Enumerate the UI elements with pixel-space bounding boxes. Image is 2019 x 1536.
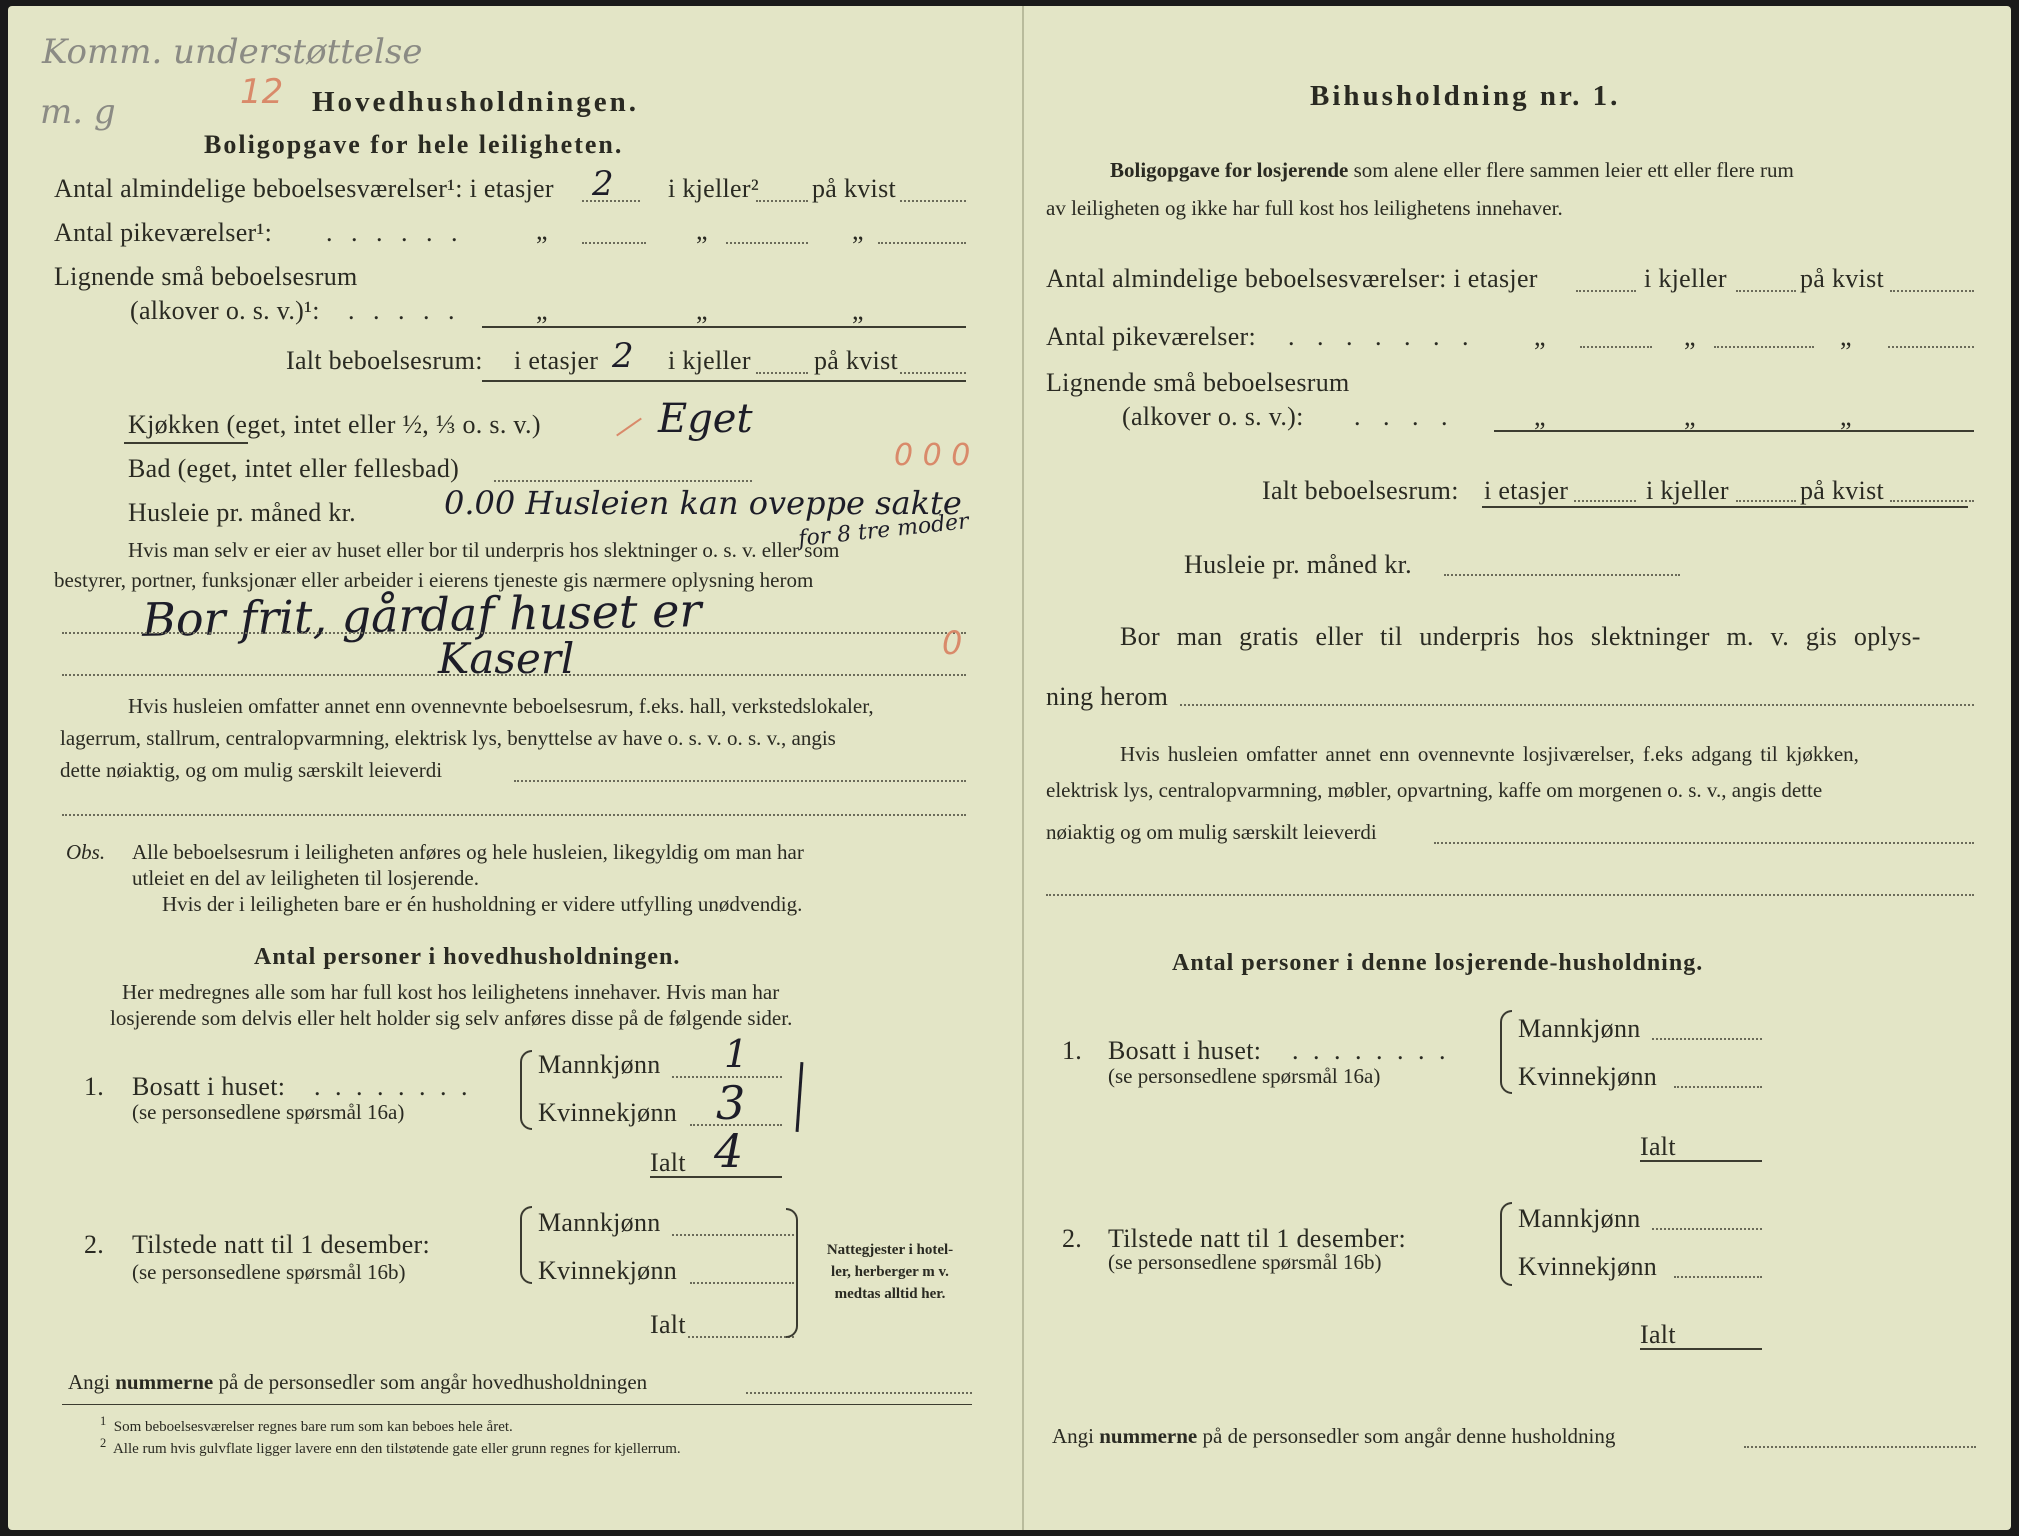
field-line <box>726 242 808 244</box>
ditto-mark: „ <box>1684 402 1696 431</box>
section-title-personer: Antal personer i hovedhusholdningen. <box>254 944 681 970</box>
field-line <box>1736 290 1796 292</box>
angi-line <box>68 1370 647 1395</box>
q1-number: 1. <box>84 1072 105 1101</box>
text-personer-2: losjerende som delvis eller helt holder sig selv anføres disse på de følgende sider. <box>110 1006 793 1030</box>
q1-reference: (se personsedlene spørsmål 16a) <box>1108 1064 1381 1088</box>
bracket <box>1500 1010 1512 1094</box>
q2-label: Tilstede natt til 1 desember: <box>1108 1224 1407 1253</box>
q1-mann-value: 1 <box>724 1032 749 1076</box>
leader-dots: . . . . . . . <box>1288 322 1477 351</box>
field-line <box>1714 346 1814 348</box>
label-ialt-beboelsesrum: Ialt beboelsesrum: <box>1262 476 1459 505</box>
field-line <box>688 1336 794 1338</box>
field-line <box>62 674 966 676</box>
pencil-note-mg: m. g <box>40 92 116 132</box>
angi-pre: Angi <box>1052 1424 1094 1448</box>
footnote-1-text: Som beboelsesværelser regnes bare rum som kan beboes hele året. <box>113 1419 513 1435</box>
label-almindelige-vaerelser: Antal almindelige beboelsesværelser: i etasjer <box>1046 264 1538 293</box>
leader-dots: . . . . . . . . <box>314 1072 472 1101</box>
footnote-divider <box>62 1404 972 1405</box>
sum-rule <box>1482 506 1968 508</box>
field-line <box>62 814 966 816</box>
label-bad: Bad (eget, intet eller fellesbad) <box>128 454 460 483</box>
sum-rule <box>1640 1348 1762 1350</box>
q1-ialt-value: 4 <box>714 1124 744 1178</box>
label-almindelige-vaerelser: Antal almindelige beboelsesværelser¹: i etasjer <box>54 174 554 203</box>
page-title: Hovedhusholdningen. <box>312 86 639 118</box>
field-line <box>900 372 966 374</box>
field-line <box>1576 290 1636 292</box>
note-nattegjester-2: ler, herberger m v. <box>831 1264 949 1280</box>
label-kjokken: Kjøkken (eget, intet eller ½, ⅓ o. s. v.) <box>128 410 541 439</box>
q1-kvinne-value: 3 <box>716 1076 746 1130</box>
value-etasjer: 2 <box>592 164 614 204</box>
ditto-mark: „ <box>1840 322 1852 351</box>
field-line <box>1652 1228 1762 1230</box>
text-obs-1: Alle beboelsesrum i leiligheten anføres og hele husleien, likegyldig om man har <box>132 840 804 864</box>
field-line <box>1744 1446 1976 1448</box>
left-page-main-household <box>8 6 1022 1530</box>
label-ialt-kjeller: i kjeller <box>1646 476 1729 505</box>
value-husleie-note: for 8 tre moder <box>797 509 970 552</box>
ditto-mark: „ <box>852 216 864 245</box>
label-ialt-kvist: på kvist <box>1800 476 1885 505</box>
field-line <box>582 242 646 244</box>
field-line <box>1674 1276 1762 1278</box>
q2-mann-label: Mannkjønn <box>1518 1204 1641 1233</box>
red-mark-ooo: 0 0 0 <box>894 438 971 473</box>
field-line <box>1888 346 1974 348</box>
sum-rule <box>482 326 966 328</box>
q2-mann-label: Mannkjønn <box>538 1208 661 1237</box>
page-subtitle: Boligopgave for hele leiligheten. <box>204 130 624 159</box>
ditto-mark: „ <box>1534 402 1546 431</box>
label-ialt-etasjer: i etasjer <box>514 346 599 375</box>
q1-number: 1. <box>1062 1036 1083 1065</box>
angi-bold: nummerne <box>1099 1424 1198 1448</box>
intro-text: som alene eller flere sammen leier ett eller flere rum <box>1353 158 1794 182</box>
angi-pre: Angi <box>68 1370 110 1394</box>
q2-ialt-label: Ialt <box>1640 1320 1676 1349</box>
field-line <box>690 1282 794 1284</box>
intro-line-1 <box>1110 158 1794 183</box>
field-line <box>494 480 752 482</box>
field-line <box>1180 704 1974 706</box>
label-lignende-smaa: Lignende små beboelsesrum <box>54 262 358 291</box>
label-kjeller: i kjeller <box>1644 264 1727 293</box>
text-personer-1: Her medregnes alle som har full kost hos leilighetens innehaver. Hvis man har <box>122 980 780 1004</box>
underline-stroke <box>124 442 248 444</box>
label-kvist: på kvist <box>812 174 897 203</box>
q2-reference: (se personsedlene spørsmål 16b) <box>1108 1250 1382 1274</box>
field-line <box>756 200 808 202</box>
ditto-mark: „ <box>1684 322 1696 351</box>
q1-kvinne-label: Kvinnekjønn <box>1518 1062 1658 1091</box>
leader-dots: . . . . . . . . <box>1292 1036 1450 1065</box>
ditto-mark: „ <box>696 296 708 325</box>
value-ialt-etasjer: 2 <box>612 336 634 376</box>
value-kjokken: Eget <box>658 396 753 442</box>
angi-bold: nummerne <box>115 1370 214 1394</box>
text-gratis-1: Bor man gratis eller til underpris hos slektninger m. v. gis oplys- <box>1120 622 1921 651</box>
footnote-1: $^1$ Som beboelsesværelser regnes bare rum som kan beboes hele året. <box>100 1414 513 1435</box>
field-line <box>672 1234 794 1236</box>
text-omfatter-3: dette nøiaktig, og om mulig særskilt leieverdi <box>60 758 443 782</box>
field-line <box>900 200 966 202</box>
label-alkover: (alkover o. s. v.)¹: <box>130 296 320 325</box>
field-line <box>878 242 966 244</box>
q2-number: 2. <box>1062 1224 1083 1253</box>
label-pikevaerelser: Antal pikeværelser¹: <box>54 218 273 247</box>
field-line <box>582 200 640 202</box>
label-kjeller: i kjeller² <box>668 174 759 203</box>
q2-label: Tilstede natt til 1 desember: <box>132 1230 431 1259</box>
answer-eier-1: Bor frit, gårdaf huset er <box>141 583 702 647</box>
leader-dots: . . . . . . <box>326 218 464 247</box>
leader-dots: . . . . . <box>348 296 461 325</box>
q1-ialt-label: Ialt <box>650 1148 686 1177</box>
angi-post: på de personsedler som angår hovedhusholdningen <box>218 1370 648 1394</box>
footnote-2-text: Alle rum hvis gulvflate ligger lavere enn den tilstøtende gate eller grunn regnes for kjellerrum. <box>112 1441 681 1457</box>
note-nattegjester-3: medtas alltid her. <box>834 1286 946 1302</box>
handwritten-stroke <box>796 1062 804 1132</box>
text-eier-2: bestyrer, portner, funksjonær eller arbeider i eierens tjeneste gis nærmere oplysning herom <box>54 568 814 592</box>
text-obs-3: Hvis der i leiligheten bare er én husholdning er videre utfylling unødvendig. <box>162 892 803 916</box>
bracket <box>520 1050 532 1130</box>
sum-rule <box>650 1176 782 1178</box>
note-nattegjester-1: Nattegjester i hotel- <box>826 1242 954 1258</box>
q2-kvinne-label: Kvinnekjønn <box>538 1256 678 1285</box>
ditto-mark: „ <box>1534 322 1546 351</box>
field-line <box>746 1392 972 1394</box>
ditto-mark: „ <box>1840 402 1852 431</box>
field-line <box>1674 1086 1762 1088</box>
page-title: Bihusholdning nr. 1. <box>1310 80 1621 112</box>
field-line <box>1890 290 1974 292</box>
sum-rule <box>482 380 966 382</box>
q1-label: Bosatt i huset: <box>132 1072 286 1101</box>
text-omfatter-3: nøiaktig og om mulig særskilt leieverdi <box>1046 820 1377 844</box>
label-alkover: (alkover o. s. v.): <box>1122 402 1304 431</box>
sum-rule <box>1494 430 1974 432</box>
field-line <box>1652 1038 1762 1040</box>
text-omfatter-2: lagerrum, stallrum, centralopvarmning, elektrisk lys, benyttelse av have o. s. v. o. s. v., angis <box>60 726 836 750</box>
field-line <box>1574 500 1636 502</box>
q1-label: Bosatt i huset: <box>1108 1036 1262 1065</box>
bracket <box>1500 1202 1512 1286</box>
q1-kvinne-label: Kvinnekjønn <box>538 1098 678 1127</box>
label-pikevaerelser: Antal pikeværelser: <box>1046 322 1257 351</box>
label-husleie: Husleie pr. måned kr. <box>128 498 356 527</box>
label-kvist: på kvist <box>1800 264 1885 293</box>
right-page-bihusholdning <box>1022 6 2013 1530</box>
pencil-note-komm: Komm. understøttelse <box>42 32 423 72</box>
ditto-mark: „ <box>536 296 548 325</box>
field-line <box>756 372 808 374</box>
bracket <box>520 1206 532 1284</box>
text-omfatter-1: Hvis husleien omfatter annet enn ovennevnte losjiværelser, f.eks adgang til kjøkken, <box>1120 742 1859 766</box>
field-line <box>1434 842 1974 844</box>
ditto-mark: „ <box>696 216 708 245</box>
field-line <box>1890 500 1974 502</box>
red-check-mark <box>616 418 642 437</box>
census-form-sheet <box>8 6 2011 1530</box>
q2-ialt-label: Ialt <box>650 1310 686 1339</box>
text-gratis-2: ning herom <box>1046 682 1169 711</box>
red-mark-o: 0 <box>942 624 963 662</box>
label-husleie: Husleie pr. måned kr. <box>1184 550 1412 579</box>
q2-kvinne-label: Kvinnekjønn <box>1518 1252 1658 1281</box>
sum-rule <box>1640 1160 1762 1162</box>
q2-reference: (se personsedlene spørsmål 16b) <box>132 1260 406 1284</box>
obs-label: Obs. <box>66 840 106 864</box>
q1-mann-label: Mannkjønn <box>1518 1014 1641 1043</box>
text-obs-2: utleiet en del av leiligheten til losjerende. <box>132 866 479 890</box>
q1-mann-label: Mannkjønn <box>538 1050 661 1079</box>
text-eier-1: Hvis man selv er eier av huset eller bor til underpris hos slektninger o. s. v. eller som <box>128 538 840 562</box>
intro-line-2: av leiligheten og ikke har full kost hos leilighetens innehaver. <box>1046 196 1563 220</box>
text-omfatter-2: elektrisk lys, centralopvarmning, møbler, opvartning, kaffe om morgenen o. s. v., angis dette <box>1046 778 1823 802</box>
bracket <box>786 1208 798 1338</box>
red-number-note: 12 <box>240 72 284 112</box>
field-line <box>514 780 966 782</box>
label-ialt-etasjer: i etasjer <box>1484 476 1569 505</box>
q2-number: 2. <box>84 1230 105 1259</box>
field-line <box>1580 346 1652 348</box>
angi-post: på de personsedler som angår denne husholdning <box>1202 1424 1616 1448</box>
angi-line <box>1052 1424 1615 1449</box>
section-title-personer: Antal personer i denne losjerende-husholdning. <box>1172 950 1704 976</box>
ditto-mark: „ <box>536 216 548 245</box>
leader-dots: . . . . <box>1354 402 1456 431</box>
label-ialt-beboelsesrum: Ialt beboelsesrum: <box>286 346 483 375</box>
field-line <box>1736 500 1796 502</box>
q1-ialt-label: Ialt <box>1640 1132 1676 1161</box>
label-lignende-smaa: Lignende små beboelsesrum <box>1046 368 1350 397</box>
intro-bold: Boligopgave for losjerende <box>1110 158 1349 182</box>
q1-reference: (se personsedlene spørsmål 16a) <box>132 1100 405 1124</box>
footnote-2: $^2$ Alle rum hvis gulvflate ligger lavere enn den tilstøtende gate eller grunn regnes for kjellerrum. <box>100 1436 681 1457</box>
ditto-mark: „ <box>852 296 864 325</box>
label-ialt-kvist: på kvist <box>814 346 899 375</box>
text-omfatter-1: Hvis husleien omfatter annet enn ovennevnte beboelsesrum, f.eks. hall, verkstedslokaler, <box>128 694 874 718</box>
label-ialt-kjeller: i kjeller <box>668 346 751 375</box>
value-husleie: 0.00 Husleien kan oveppe sakte <box>444 484 962 522</box>
answer-eier-2: Kaserl <box>438 634 575 683</box>
field-line <box>1444 574 1680 576</box>
field-line <box>1046 894 1974 896</box>
